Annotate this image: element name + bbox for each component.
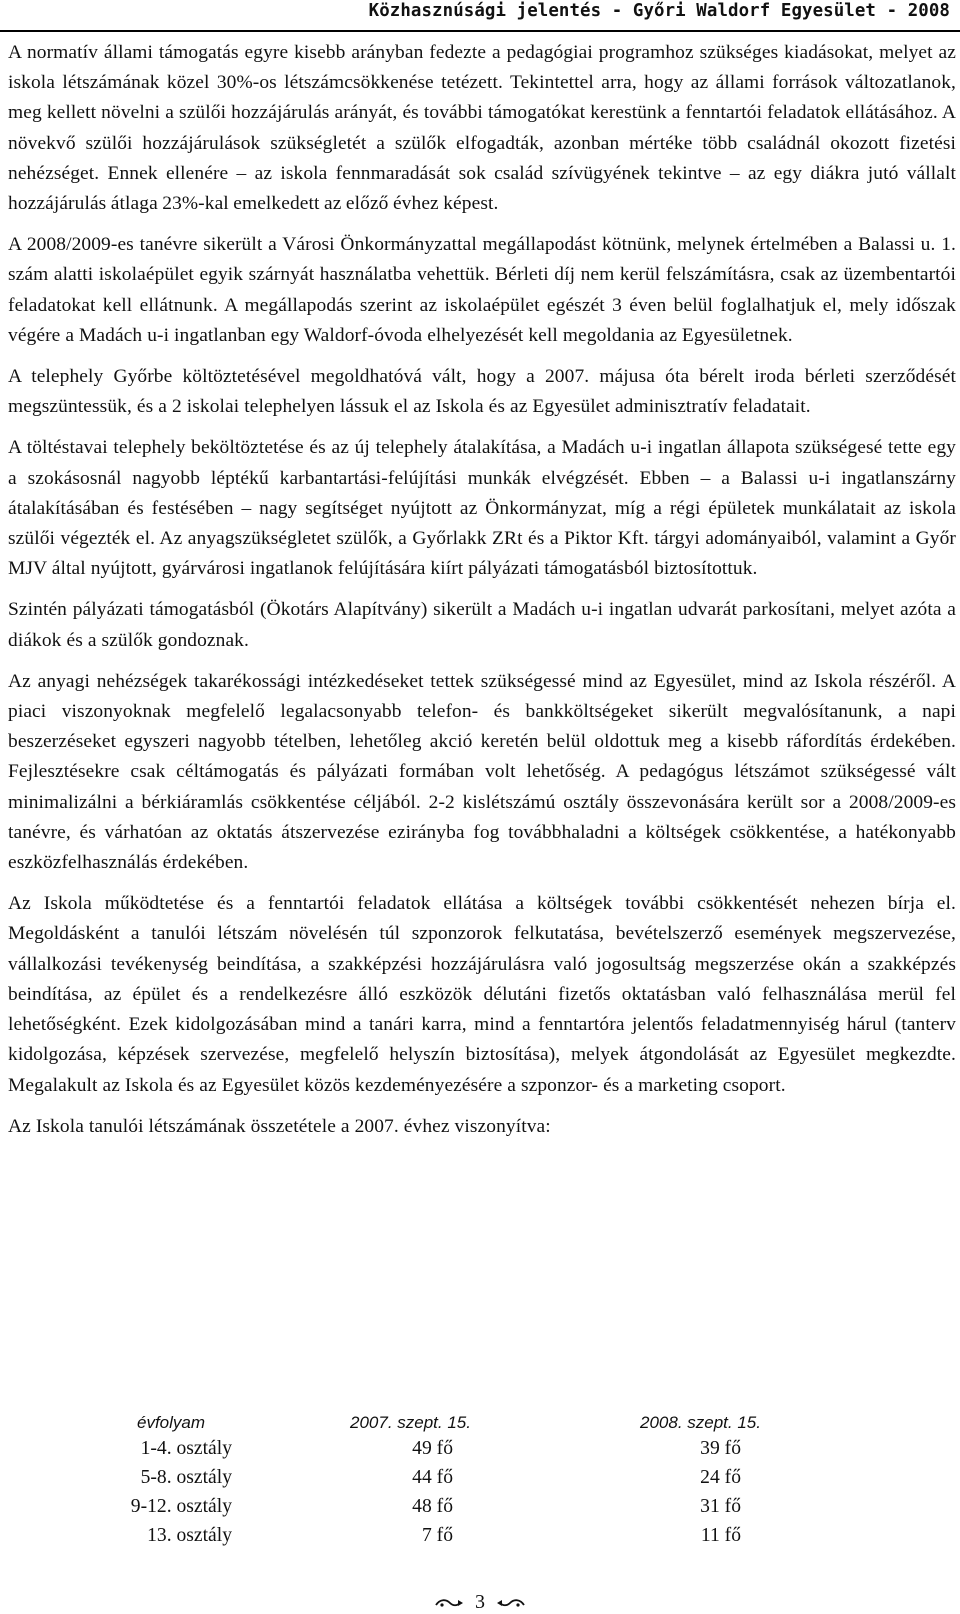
count-2007-cell: 44 fő — [412, 1467, 453, 1488]
table-intro: Az Iskola tanulói létszámának összetétele a 2007. évhez viszonyítva: — [8, 1115, 551, 1137]
count-2008-cell: 31 fő — [700, 1496, 741, 1517]
table-row — [0, 1525, 960, 1554]
paragraph-6: Az anyagi nehézségek takarékossági intézkedéseket tettek szükségessé mind az Egyesület, mind az Iskola részéről. A piaci viszonyoknak megfelelő legalacsonyabb telefon- és bankköltségeket sikerült megvalósítanunk, a napi beszerzéseket egyszeri nagyobb tételben, lehetőleg akció keretén belül oldottuk meg a kisebb ráfordítás érdekében. Fejlesztésekre csak céltámogatás és pályázati formában volt lehetőség. A pedagógus létszámot szükségessé vált minimalizálni a bérkiáramlás csökkentése céljából. 2-2 kislétszámú osztály összevonására került sor a 2008/2009-es tanévre, és várhatóan az oktatás átszervezése ezirányba fog továbbhaladni a költségek csökkentése, a hatékonyabb eszközfelhasználás érdekében. — [8, 670, 956, 874]
right-ornament-icon — [494, 1596, 526, 1610]
left-ornament-icon — [434, 1596, 466, 1610]
page-footer — [0, 1590, 960, 1613]
paragraph-7: Az Iskola működtetése és a fenntartói feladatok ellátása a költségek további csökkentését nehezen bírja el. Megoldásként a tanulói létszám növelésén túl szponzorok felkutatása, bevételszerző események megszervezése, vállalkozási tevékenység beindítása, a szakképzési hozzájárulásra való jogosultság megszerzése okán a szakképzés beindítása, az épület és a rendelkezésre álló eszközök délutáni fizetős oktatásban való felhasználása merül fel lehetőségként. Ezek kidolgozásában mind a tanári karra, mind a fenntartóra jelentős feladatmennyiség hárul (tanterv kidolgozása, képzések szervezése, megfelelő helyszín biztosítása), melyek átgondolását az Egyesület megkezdte. Megalakult az Iskola és az Egyesület közös kezdeményezésére a szponzor- és a marketing csoport. — [8, 893, 956, 1096]
header-2007: 2007. szept. 15. — [350, 1413, 471, 1432]
header-grade: évfolyam — [137, 1413, 206, 1432]
grade-cell: 9-12. osztály — [130, 1496, 232, 1517]
count-2008-cell: 39 fő — [700, 1438, 741, 1459]
count-2007-cell: 48 fő — [412, 1496, 453, 1517]
paragraph-2: A 2008/2009-es tanévre sikerült a Városi Önkormányzattal megállapodást kötnünk, melynek értelmében a Balassi u. 1. szám alatti iskolaépület egyik szárnyát használatba vehettük. Bérleti díj nem kerül felszámításra, csak az üzembentartói feladatokat kell ellátnunk. A megállapodás szerint az iskolaépület egészét 3 éven belül foglalhatjuk el, mely időszak végére a Madách u-i ingatlanban egy Waldorf-óvoda elhelyezését kell megoldania az Egyesületnek. — [8, 234, 956, 346]
grade-cell: 1-4. osztály — [140, 1438, 232, 1459]
table-row — [0, 1438, 960, 1467]
document-body — [8, 38, 956, 1150]
page-number: 3 — [475, 1591, 485, 1614]
grade-cell: 5-8. osztály — [140, 1467, 232, 1488]
paragraph-5: Szintén pályázati támogatásból (Ökotárs Alapítvány) sikerült a Madách u-i ingatlan udvarát parkosítani, melyet azóta a diákok és a szülők gondoznak. — [8, 599, 956, 651]
header-2008: 2008. szept. 15. — [640, 1413, 761, 1432]
header-title: Közhasznúsági jelentés - Győri Waldorf Egyesület - 2008 — [368, 1, 950, 21]
paragraph-1: A normatív állami támogatás egyre kisebb arányban fedezte a pedagógiai programhoz szükséges kiadásokat, melyet az iskola létszámának közel 30%-os létszámcsökkenése tetézett. Tekintettel arra, hogy az állami források változatlanok, meg kellett növelni a szülői hozzájárulás arányát, és további támogatókat kerestünk a fenntartói feladatok ellátásához. A növekvő szülői hozzájárulások szükségletét a szülők elfogadták, azonban mértéke több családnál okozott fizetési nehézséget. Ennek ellenére – az iskola fennmaradását sok család szívügyének tekintve – az egy diákra jutó vállalt hozzájárulás átlaga 23%-kal emelkedett az előző évhez képest. — [8, 42, 956, 215]
table-header-row — [0, 1410, 960, 1438]
paragraph-4: A töltéstavai telephely beköltöztetése és az új telephely átalakítása, a Madách u-i ingatlan állapota szükségesé tette egy a szokásosnál nagyobb léptékű karbantartási-felújítási munkák elvégzését. Ebben – a Balassi u-i ingatlanszárny átalakításában és festésében – nagy segítséget nyújtott az Önkormányzat, míg a régi épületek munkálatait az iskola szülői végezték el. Az anyagszükségletet szülők, a Győrlakk ZRt és a Piktor Kft. tárgyi adományaiból, valamint a Győr MJV által nyújtott, gyárvárosi ingatlanok felújítására kiírt pályázati támogatásból biztosítottuk. — [8, 437, 956, 580]
table-row — [0, 1496, 960, 1525]
grade-cell: 13. osztály — [147, 1525, 232, 1546]
count-2007-cell: 49 fő — [412, 1438, 453, 1459]
page-header — [0, 0, 960, 32]
count-2007-cell: 7 fő — [421, 1525, 453, 1546]
table-row — [0, 1467, 960, 1496]
paragraph-3: A telephely Győrbe költöztetésével megoldhatóvá vált, hogy a 2007. májusa óta bérelt iroda bérleti szerződését megszüntessük, és a 2 iskolai telephelyen lássuk el az Iskola és az Egyesület adminisztratív feladatait. — [8, 366, 956, 418]
count-2008-cell: 11 fő — [700, 1525, 741, 1546]
count-2008-cell: 24 fő — [700, 1467, 741, 1488]
